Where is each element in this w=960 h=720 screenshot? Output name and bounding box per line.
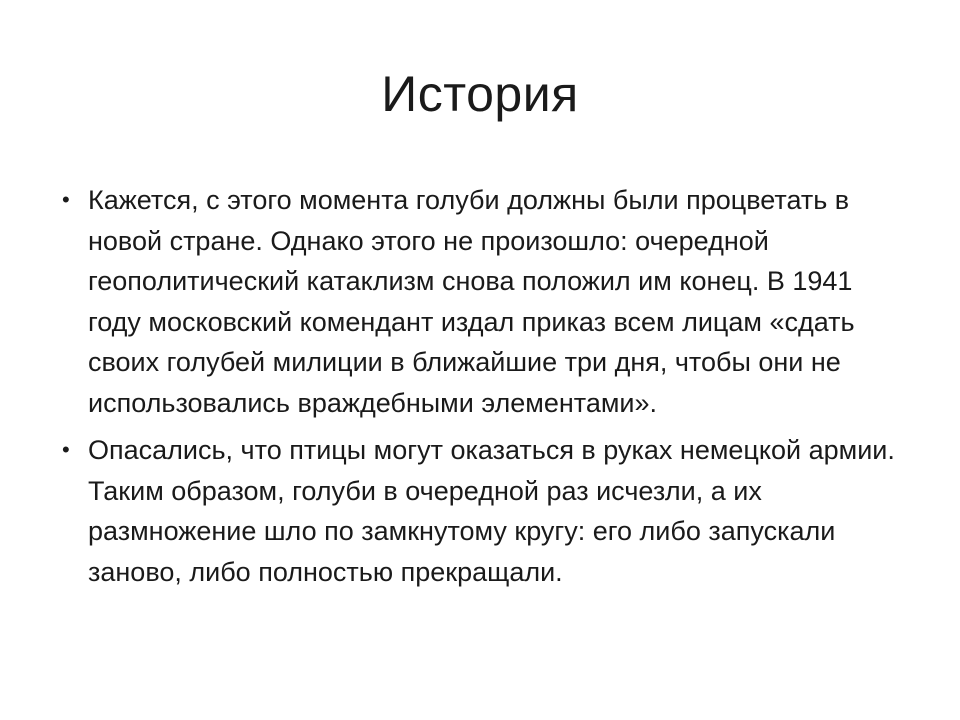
bullet-item [62, 430, 912, 592]
slide-title: История [381, 66, 579, 122]
bullet-text: Опасались, что птицы могут оказаться в руках немецкой армии. Таким образом, голуби в очередной раз исчезли, а их размножение шло по замкнутому кругу: его либо запускали заново, либо полностью прекращали. [88, 435, 895, 587]
bullet-text: Кажется, с этого момента голуби должны были процветать в новой стране. Однако этого не произошло: очередной геополитический катаклизм снова положил им конец. В 1941 году московский комендант издал приказ всем лицам «сдать своих голубей милиции в ближайшие три дня, чтобы они не использовались враждебными элементами». [88, 185, 855, 418]
bullet-point-icon: • [62, 187, 70, 212]
bullet-item [62, 180, 912, 423]
bullet-list [62, 180, 912, 599]
bullet-point-icon: • [62, 437, 70, 462]
